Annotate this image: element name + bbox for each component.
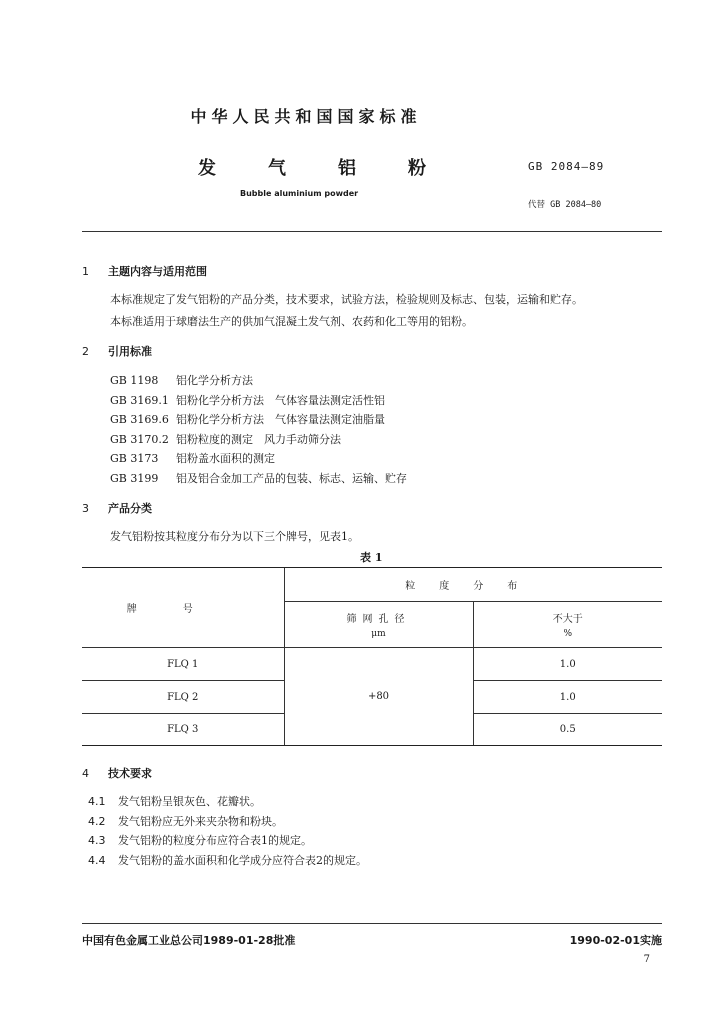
reference-item <box>110 470 407 486</box>
reference-code: GB 3173 <box>110 452 159 465</box>
requirement-number: 4.4 <box>88 854 106 867</box>
reference-title: 铝粉盖水面积的测定 <box>176 452 275 465</box>
sieve-column-header <box>284 602 473 648</box>
approval-line: 中国有色金属工业总公司1989-01-28批准 <box>82 934 296 947</box>
max-header-unit: % <box>563 629 573 639</box>
footer-divider <box>82 923 662 924</box>
table-1-caption: 表 1 <box>360 551 383 564</box>
section-4-number: 4 <box>82 767 89 780</box>
sieve-header-unit: μm <box>371 629 386 639</box>
section-3-number: 3 <box>82 502 89 515</box>
reference-code: GB 1198 <box>110 374 159 387</box>
sieve-value-cell: +80 <box>284 648 473 746</box>
max-value-cell: 1.0 <box>473 648 662 681</box>
brand-column-header: 牌号 <box>82 568 284 648</box>
requirement-number: 4.2 <box>88 815 106 828</box>
reference-item <box>110 431 341 447</box>
section-2-title: 引用标准 <box>108 345 152 358</box>
requirement-text: 发气铝粉的粒度分布应符合表1的规定。 <box>118 834 312 847</box>
reference-item <box>110 372 253 388</box>
reference-title: 铝及铝合金加工产品的包装、标志、运输、贮存 <box>176 472 407 485</box>
requirement-item <box>88 852 367 868</box>
sieve-header-label: 筛网孔径 <box>346 614 411 625</box>
reference-code: GB 3199 <box>110 472 159 485</box>
requirement-item <box>88 813 283 829</box>
max-value-cell: 0.5 <box>473 714 662 746</box>
requirement-item <box>88 793 261 809</box>
section-4-title: 技术要求 <box>108 767 152 780</box>
document-title: 发气铝粉 <box>198 158 478 179</box>
reference-code: GB 3170.2 <box>110 433 169 446</box>
requirement-text: 发气铝粉呈银灰色、花瓣状。 <box>118 795 261 808</box>
reference-title: 铝粉化学分析方法 气体容量法测定油脂量 <box>176 413 385 426</box>
reference-item <box>110 450 275 466</box>
section-4-heading <box>82 765 152 781</box>
reference-code: GB 3169.1 <box>110 394 169 407</box>
section-1-title: 主题内容与适用范围 <box>108 265 207 278</box>
reference-title: 铝粉化学分析方法 气体容量法测定活性铝 <box>176 394 385 407</box>
replaces-standard: 代替 GB 2084—80 <box>528 200 602 210</box>
reference-item <box>110 392 385 408</box>
brand-cell: FLQ 3 <box>82 714 284 746</box>
section-1-paragraph-1: 本标准规定了发气铝粉的产品分类，技术要求，试验方法，检验规则及标志、包装，运输和贮存。 <box>110 293 583 306</box>
section-3-paragraph: 发气铝粉按其粒度分布分为以下三个牌号，见表1。 <box>110 530 359 543</box>
reference-item <box>110 411 385 427</box>
reference-code: GB 3169.6 <box>110 413 169 426</box>
section-1-paragraph-2: 本标准适用于球磨法生产的供加气混凝土发气剂、农药和化工等用的铝粉。 <box>110 315 473 328</box>
brand-cell: FLQ 2 <box>82 681 284 714</box>
particle-size-table <box>82 567 662 746</box>
section-1-number: 1 <box>82 265 89 278</box>
header-divider <box>82 231 662 232</box>
section-2-heading <box>82 343 152 359</box>
requirement-text: 发气铝粉的盖水面积和化学成分应符合表2的规定。 <box>118 854 367 867</box>
page-number: 7 <box>643 954 650 965</box>
standard-number: GB 2084—89 <box>528 160 605 173</box>
reference-title: 铝粉粒度的测定 风力手动筛分法 <box>176 433 341 446</box>
max-header-label: 不大于 <box>552 614 583 625</box>
section-1-heading <box>82 263 207 279</box>
table-row <box>82 648 662 681</box>
section-3-title: 产品分类 <box>108 502 152 515</box>
implementation-date: 1990-02-01实施 <box>569 934 662 947</box>
requirement-number: 4.3 <box>88 834 106 847</box>
brand-cell: FLQ 1 <box>82 648 284 681</box>
requirement-number: 4.1 <box>88 795 106 808</box>
section-3-heading <box>82 500 152 516</box>
max-percent-column-header <box>473 602 662 648</box>
standard-category-title: 中华人民共和国国家标准 <box>190 107 422 126</box>
english-title: Bubble aluminium powder <box>240 189 359 198</box>
requirement-text: 发气铝粉应无外来夹杂物和粉块。 <box>118 815 283 828</box>
max-value-cell: 1.0 <box>473 681 662 714</box>
section-2-number: 2 <box>82 345 89 358</box>
distribution-column-header: 粒度分布 <box>284 568 662 602</box>
reference-title: 铝化学分析方法 <box>176 374 253 387</box>
requirement-item <box>88 832 312 848</box>
